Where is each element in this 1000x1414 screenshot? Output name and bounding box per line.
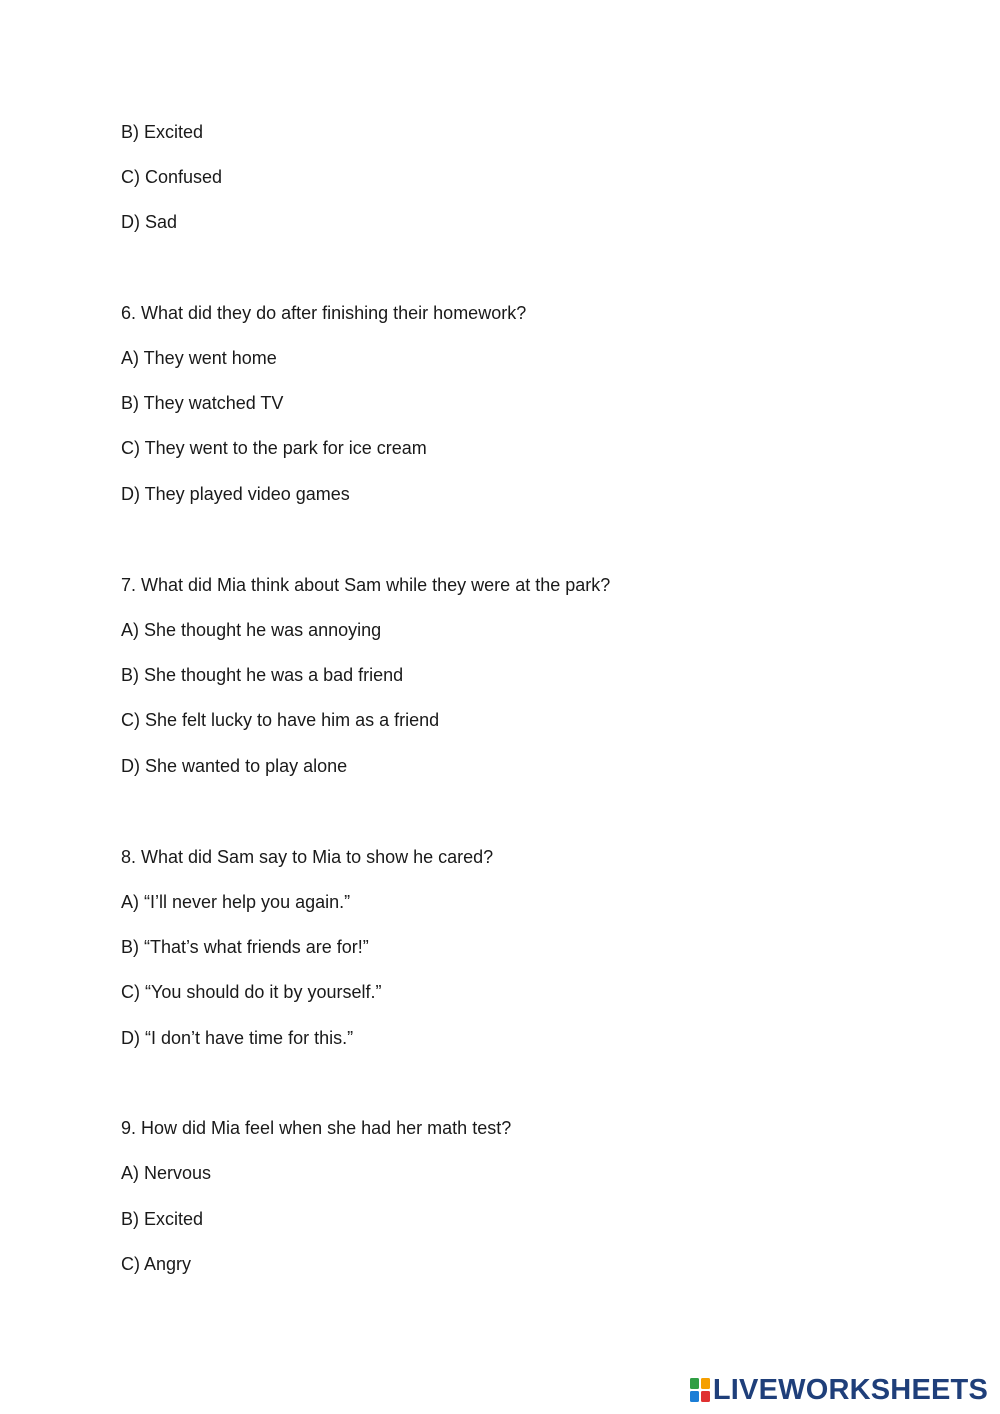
q6-option-c[interactable]: C) They went to the park for ice cream [121, 438, 427, 458]
q7-option-b[interactable]: B) She thought he was a bad friend [121, 665, 404, 685]
q7-option-c[interactable]: C) She felt lucky to have him as a friend [121, 710, 440, 730]
q7-question: 7. What did Mia think about Sam while they were at the park? [121, 575, 611, 595]
q5-option-d[interactable]: D) Sad [121, 212, 178, 232]
q6-option-a[interactable]: A) They went home [121, 348, 277, 368]
q8-option-c[interactable]: C) “You should do it by yourself.” [121, 982, 382, 1002]
q5-option-b[interactable]: B) Excited [121, 122, 204, 142]
liveworksheets-logo-text: LIVEWORKSHEETS [712, 1374, 988, 1406]
q7-option-a[interactable]: A) She thought he was annoying [121, 620, 382, 640]
q9-option-a[interactable]: A) Nervous [121, 1163, 212, 1183]
q6-option-b[interactable]: B) They watched TV [121, 393, 284, 413]
liveworksheets-logo [689, 1374, 988, 1406]
q9-option-b[interactable]: B) Excited [121, 1209, 204, 1229]
q9-option-c[interactable]: C) Angry [121, 1254, 192, 1274]
q6-question: 6. What did they do after finishing their homework? [121, 303, 527, 323]
q9-question: 9. How did Mia feel when she had her math test? [121, 1118, 512, 1138]
q7-option-d[interactable]: D) She wanted to play alone [121, 756, 348, 776]
q8-option-d[interactable]: D) “I don’t have time for this.” [121, 1028, 354, 1048]
q8-option-a[interactable]: A) “I’ll never help you again.” [121, 892, 351, 912]
liveworksheets-logo-icon [689, 1377, 711, 1403]
q8-option-b[interactable]: B) “That’s what friends are for!” [121, 937, 369, 957]
q8-question: 8. What did Sam say to Mia to show he cared? [121, 847, 494, 867]
q5-option-c[interactable]: C) Confused [121, 167, 223, 187]
q6-option-d[interactable]: D) They played video games [121, 484, 350, 504]
